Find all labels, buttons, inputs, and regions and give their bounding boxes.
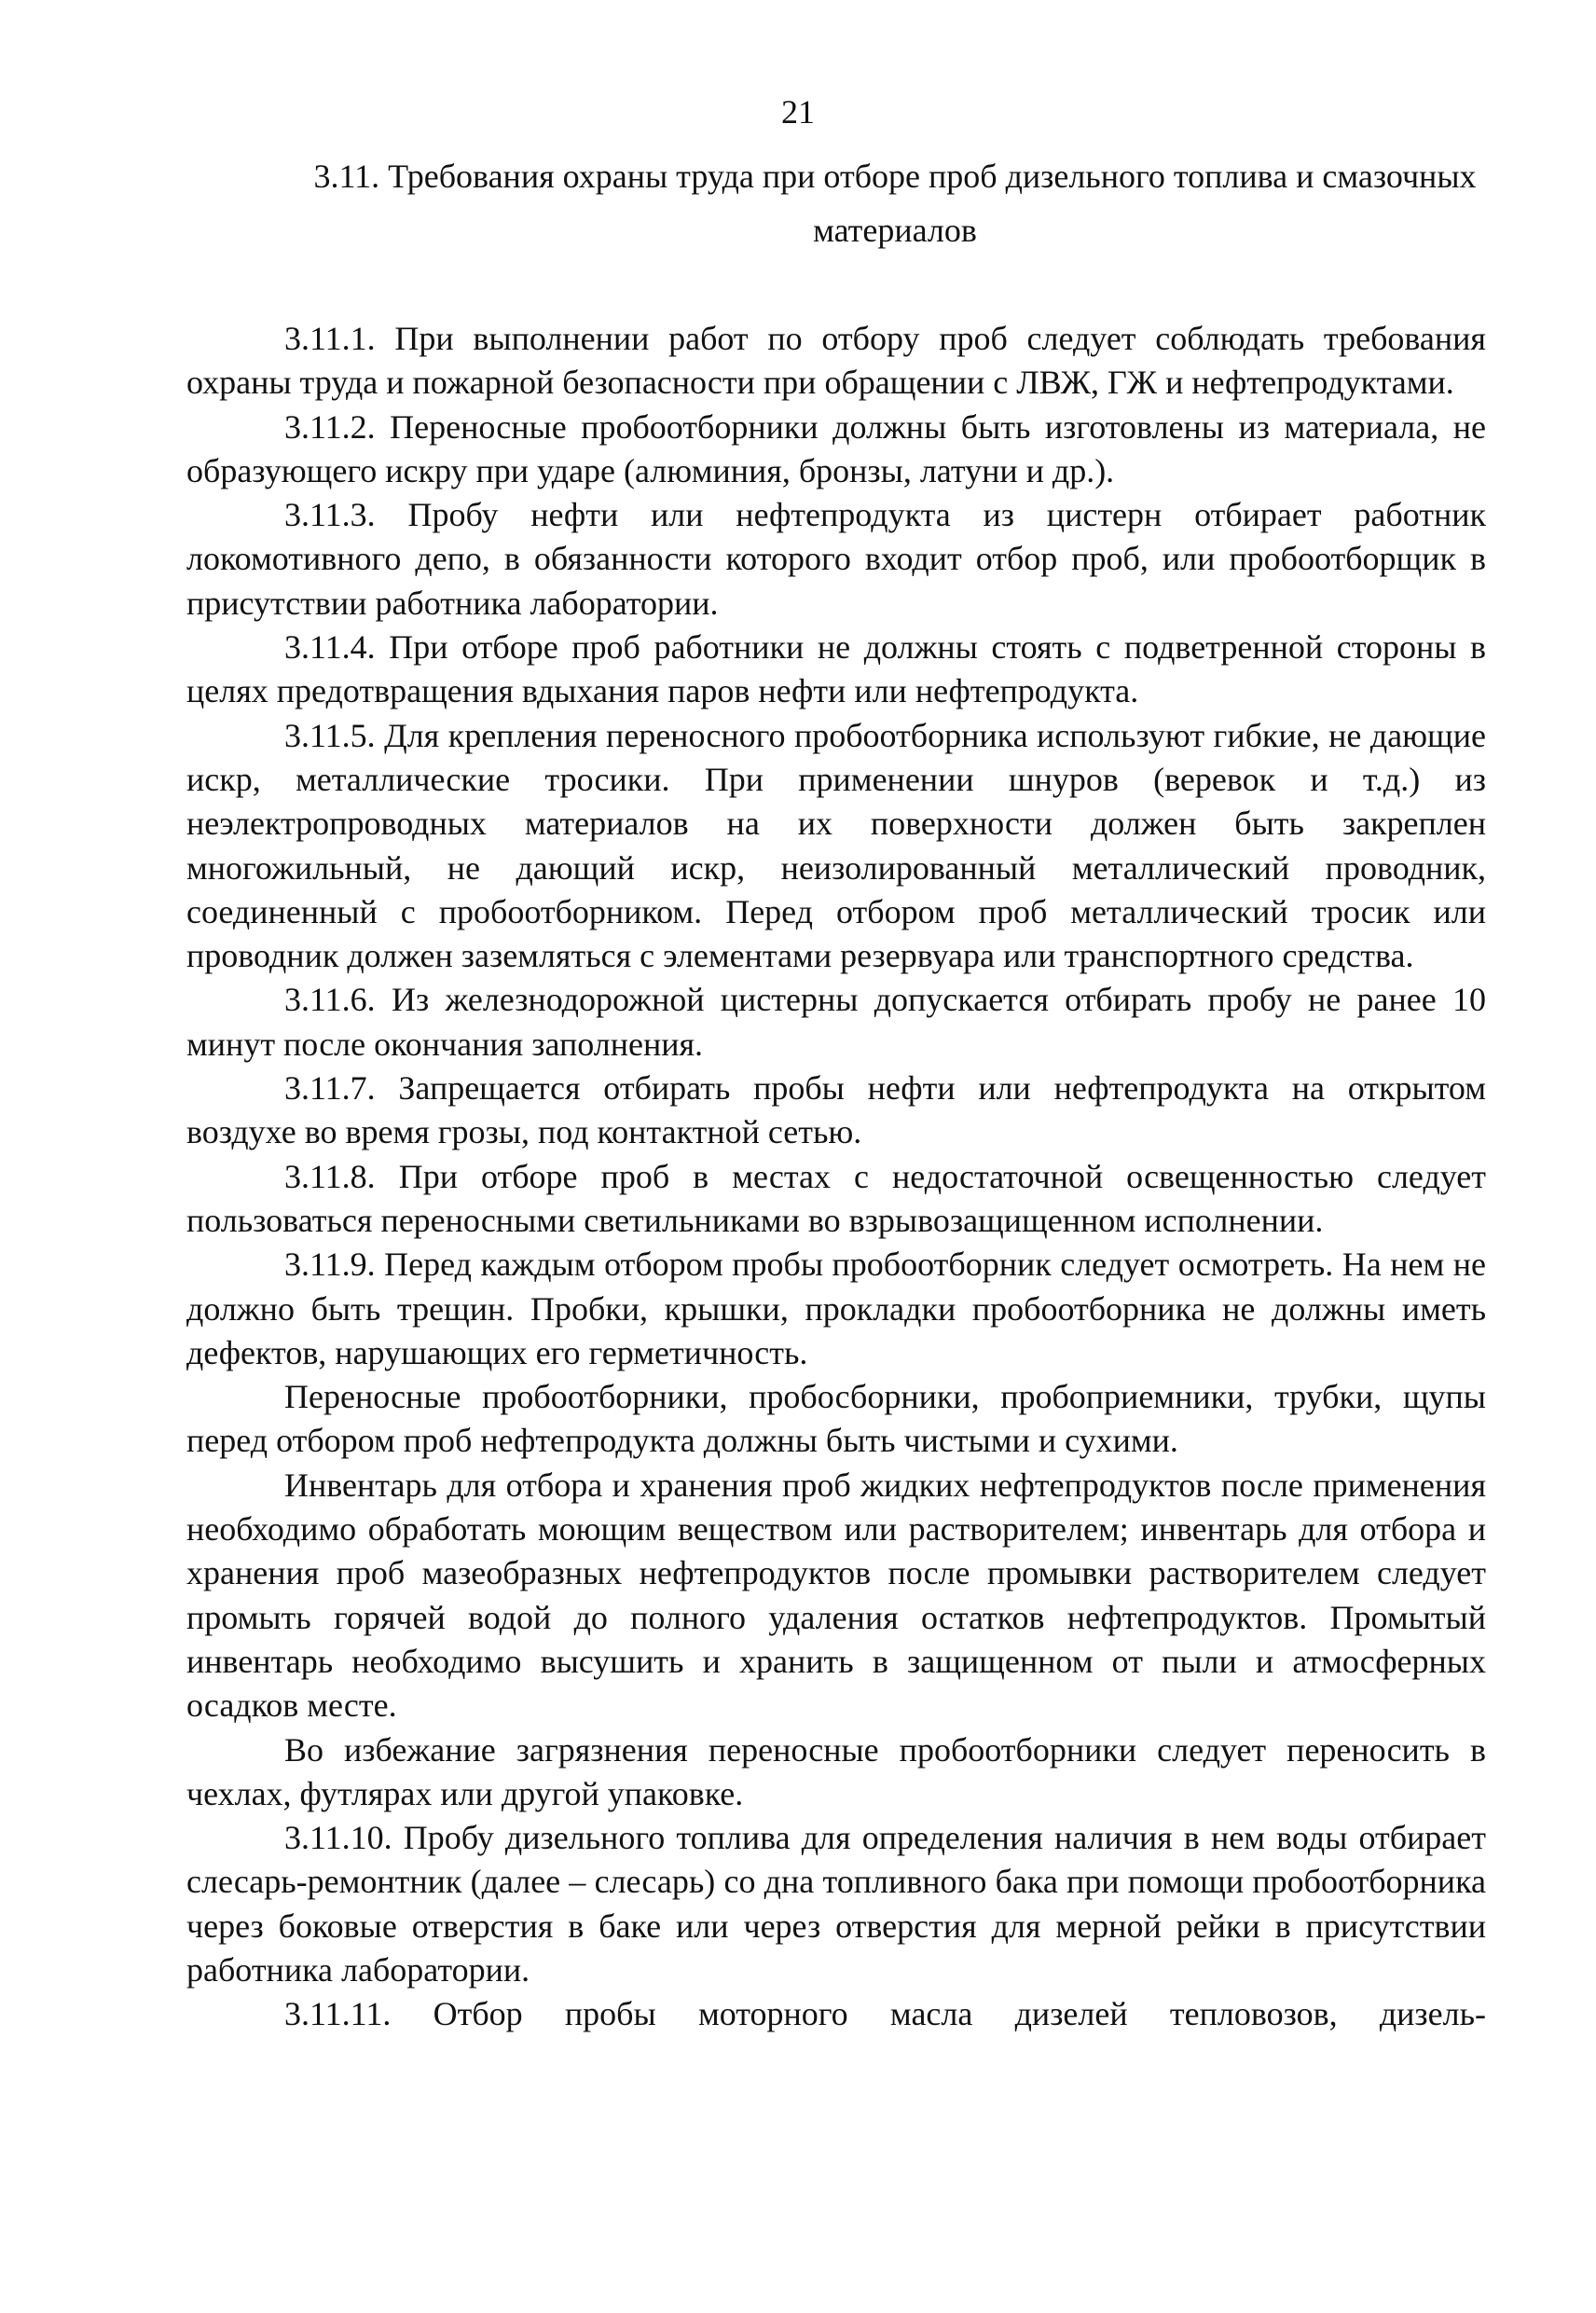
paragraph-3-11-9: 3.11.9. Перед каждым отбором пробы пробоотборник следует осмотреть. На нем не должно быть трещин. Пробки, крышки, прокладки пробоотборника не должны иметь дефектов, нарушающих его герметичность. [186,1246,1486,1371]
paragraph-3-11-3: 3.11.3. Пробу нефти или нефтепродукта из цистерн отбирает работник локомотивного депо, в обязанности которого входит отбор проб, или пробоотборщик в присутствии работника лаборатории. [186,496,1486,622]
section-title: 3.11. Требования охраны труда при отборе проб дизельного топлива и смазочных материалов [313,158,1477,249]
paragraph-inventory-cleaning: Инвентарь для отбора и хранения проб жидких нефтепродуктов после применения необходимо обработать моющим веществом или растворителем; инвентарь для отбора и хранения проб мазеобразных нефтепродуктов после промывки растворителем следует промыть горячей водой до полного удаления остатков нефтепродуктов. Промытый инвентарь необходимо высушить и хранить в защищенном от пыли и атмосферных осадков месте. [186,1466,1486,1725]
paragraph-3-11-11: 3.11.11. Отбор пробы моторного масла дизелей тепловозов, дизель- [284,1995,1486,2033]
paragraph-3-11-4: 3.11.4. При отборе проб работники не должны стоять с подветренной стороны в целях предотвращения вдыхания паров нефти или нефтепродукта. [186,628,1486,710]
paragraph-3-11-1: 3.11.1. При выполнении работ по отбору проб следует соблюдать требования охраны труда и пожарной безопасности при обращении с ЛВЖ, ГЖ и нефтепродуктами. [186,320,1486,402]
paragraph-samplers-clean: Переносные пробоотборники, пробосборники, пробоприемники, трубки, щупы перед отбором проб нефтепродукта должны быть чистыми и сухими. [186,1378,1486,1460]
paragraph-3-11-7: 3.11.7. Запрещается отбирать пробы нефти или нефтепродукта на открытом воздухе во время грозы, под контактной сетью. [186,1069,1486,1151]
body-text [186,317,1486,2037]
paragraph-samplers-transport: Во избежание загрязнения переносные пробоотборники следует переносить в чехлах, футлярах или другой упаковке. [186,1730,1486,1812]
paragraph-3-11-2: 3.11.2. Переносные пробоотборники должны быть изготовлены из материала, не образующего искру при ударе (алюминия, бронзы, латуни и др.). [186,407,1486,489]
paragraph-3-11-10: 3.11.10. Пробу дизельного топлива для определения наличия в нем воды отбирает слесарь-ремонтник (далее – слесарь) со дна топливного бака при помощи пробоотборника через боковые отверстия в баке или через отверстия для мерной рейки в присутствии работника лаборатории. [186,1819,1486,1989]
paragraph-3-11-6: 3.11.6. Из железнодорожной цистерны допускается отбирать пробу не ранее 10 минут после окончания заполнения. [186,981,1486,1063]
paragraph-3-11-5: 3.11.5. Для крепления переносного пробоотборника используют гибкие, не дающие искр, металлические тросики. При применении шнуров (веревок и т.д.) из неэлектропроводных материалов на их поверхности должен быть закреплен многожильный, не дающий искр, неизолированный металлический проводник, соединенный с пробоотборником. Перед отбором проб металлический тросик или проводник должен заземляться с элементами резервуара или транспортного средства. [186,716,1486,975]
page-number: 21 [781,93,815,131]
paragraph-3-11-8: 3.11.8. При отборе проб в местах с недостаточной освещенностью следует пользоваться переносными светильниками во взрывозащищенном исполнении. [186,1157,1486,1239]
